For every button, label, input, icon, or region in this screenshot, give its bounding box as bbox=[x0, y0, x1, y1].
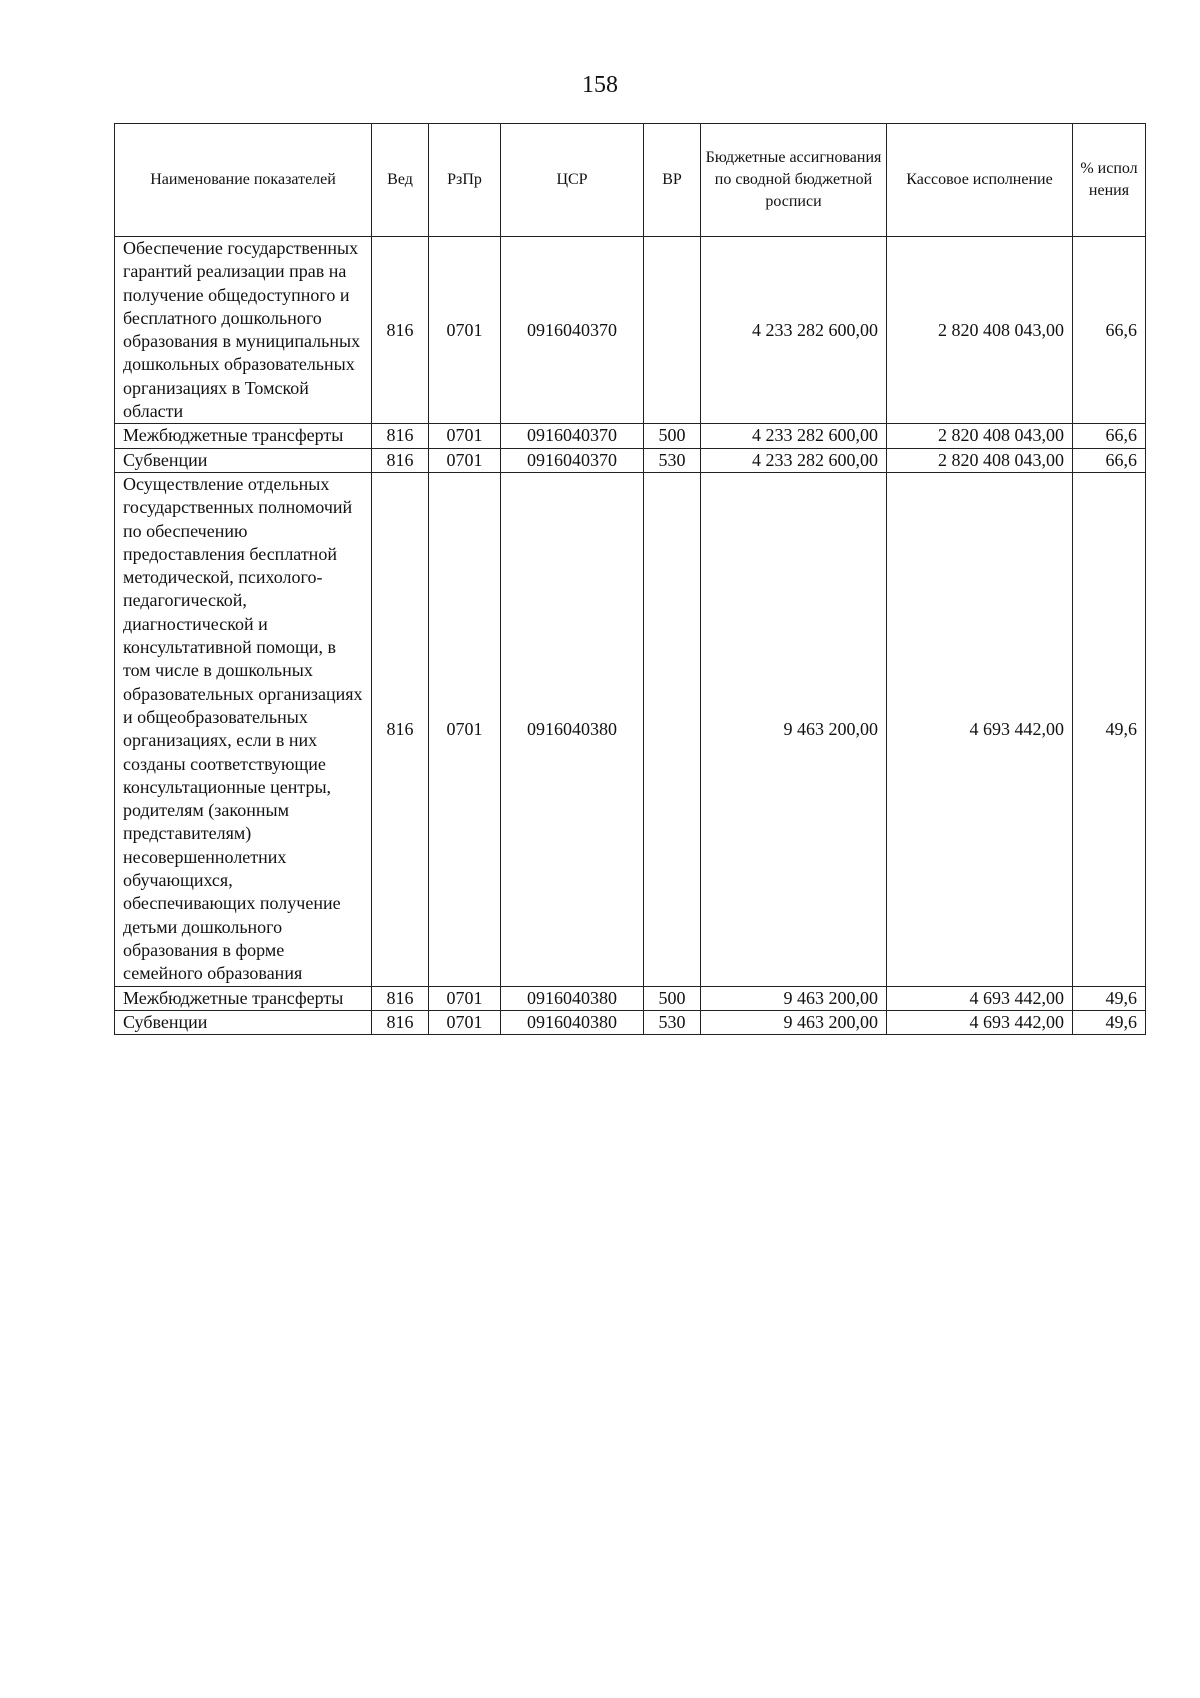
row-ved: 816 bbox=[372, 448, 429, 472]
row-name: Межбюджетные трансферты bbox=[115, 424, 372, 448]
header-vr: ВР bbox=[644, 124, 701, 237]
table-row bbox=[115, 448, 1146, 472]
row-budget: 9 463 200,00 bbox=[701, 1010, 887, 1034]
row-percent: 66,6 bbox=[1073, 424, 1146, 448]
row-ved: 816 bbox=[372, 1010, 429, 1034]
row-name: Субвенции bbox=[115, 448, 372, 472]
row-vr: 500 bbox=[644, 424, 701, 448]
row-cash: 4 693 442,00 bbox=[887, 986, 1073, 1010]
row-rzpr: 0701 bbox=[429, 1010, 501, 1034]
row-percent: 49,6 bbox=[1073, 472, 1146, 986]
row-cash: 4 693 442,00 bbox=[887, 472, 1073, 986]
row-name: Межбюджетные трансферты bbox=[115, 986, 372, 1010]
row-csr: 0916040370 bbox=[501, 237, 644, 424]
row-budget: 4 233 282 600,00 bbox=[701, 448, 887, 472]
row-csr: 0916040370 bbox=[501, 448, 644, 472]
row-cash: 2 820 408 043,00 bbox=[887, 424, 1073, 448]
row-vr: 530 bbox=[644, 448, 701, 472]
row-vr bbox=[644, 472, 701, 986]
row-percent: 49,6 bbox=[1073, 1010, 1146, 1034]
row-ved: 816 bbox=[372, 986, 429, 1010]
row-ved: 816 bbox=[372, 237, 429, 424]
row-cash: 2 820 408 043,00 bbox=[887, 237, 1073, 424]
row-ved: 816 bbox=[372, 424, 429, 448]
header-cash: Кассовое исполнение bbox=[887, 124, 1073, 237]
row-rzpr: 0701 bbox=[429, 986, 501, 1010]
row-rzpr: 0701 bbox=[429, 448, 501, 472]
row-name: Осуществление отдельных государственных полномочий по обеспечению предоставления бесплатной методической, психолого-педагогической, диагностической и консультативной помощи, в том числе в дошкольных образовательных организациях и общеобразовательных организациях, если в них созданы соответствующие консультационные центры, родителям (законным представителям) несовершеннолетних обучающихся, обеспечивающих получение детьми дошкольного образования в форме семейного образования bbox=[115, 472, 372, 986]
row-name: Обеспечение государственных гарантий реализации прав на получение общедоступного и бесплатного дошкольного образования в муниципальных дошкольных образовательных организациях в Томской области bbox=[115, 237, 372, 424]
row-percent: 49,6 bbox=[1073, 986, 1146, 1010]
row-budget: 4 233 282 600,00 bbox=[701, 237, 887, 424]
table-row bbox=[115, 424, 1146, 448]
row-cash: 4 693 442,00 bbox=[887, 1010, 1073, 1034]
row-rzpr: 0701 bbox=[429, 472, 501, 986]
row-csr: 0916040370 bbox=[501, 424, 644, 448]
row-vr: 500 bbox=[644, 986, 701, 1010]
row-csr: 0916040380 bbox=[501, 472, 644, 986]
table-row bbox=[115, 1010, 1146, 1034]
table-row bbox=[115, 237, 1146, 424]
row-rzpr: 0701 bbox=[429, 237, 501, 424]
page-number: 158 bbox=[582, 72, 618, 98]
row-budget: 9 463 200,00 bbox=[701, 472, 887, 986]
budget-execution-table bbox=[114, 123, 1146, 1035]
header-ved: Вед bbox=[372, 124, 429, 237]
row-name: Субвенции bbox=[115, 1010, 372, 1034]
row-csr: 0916040380 bbox=[501, 986, 644, 1010]
row-budget: 4 233 282 600,00 bbox=[701, 424, 887, 448]
row-vr: 530 bbox=[644, 1010, 701, 1034]
row-rzpr: 0701 bbox=[429, 424, 501, 448]
header-name: Наименование показателей bbox=[115, 124, 372, 237]
row-vr bbox=[644, 237, 701, 424]
header-percent: % испол нения bbox=[1073, 124, 1146, 237]
row-ved: 816 bbox=[372, 472, 429, 986]
row-cash: 2 820 408 043,00 bbox=[887, 448, 1073, 472]
row-percent: 66,6 bbox=[1073, 237, 1146, 424]
row-csr: 0916040380 bbox=[501, 1010, 644, 1034]
row-budget: 9 463 200,00 bbox=[701, 986, 887, 1010]
table-header-row bbox=[115, 124, 1146, 237]
table-row bbox=[115, 986, 1146, 1010]
header-budget: Бюджетные ассигнования по сводной бюджетной росписи bbox=[701, 124, 887, 237]
row-percent: 66,6 bbox=[1073, 448, 1146, 472]
header-rzpr: РзПр bbox=[429, 124, 501, 237]
table-row bbox=[115, 472, 1146, 986]
header-csr: ЦСР bbox=[501, 124, 644, 237]
